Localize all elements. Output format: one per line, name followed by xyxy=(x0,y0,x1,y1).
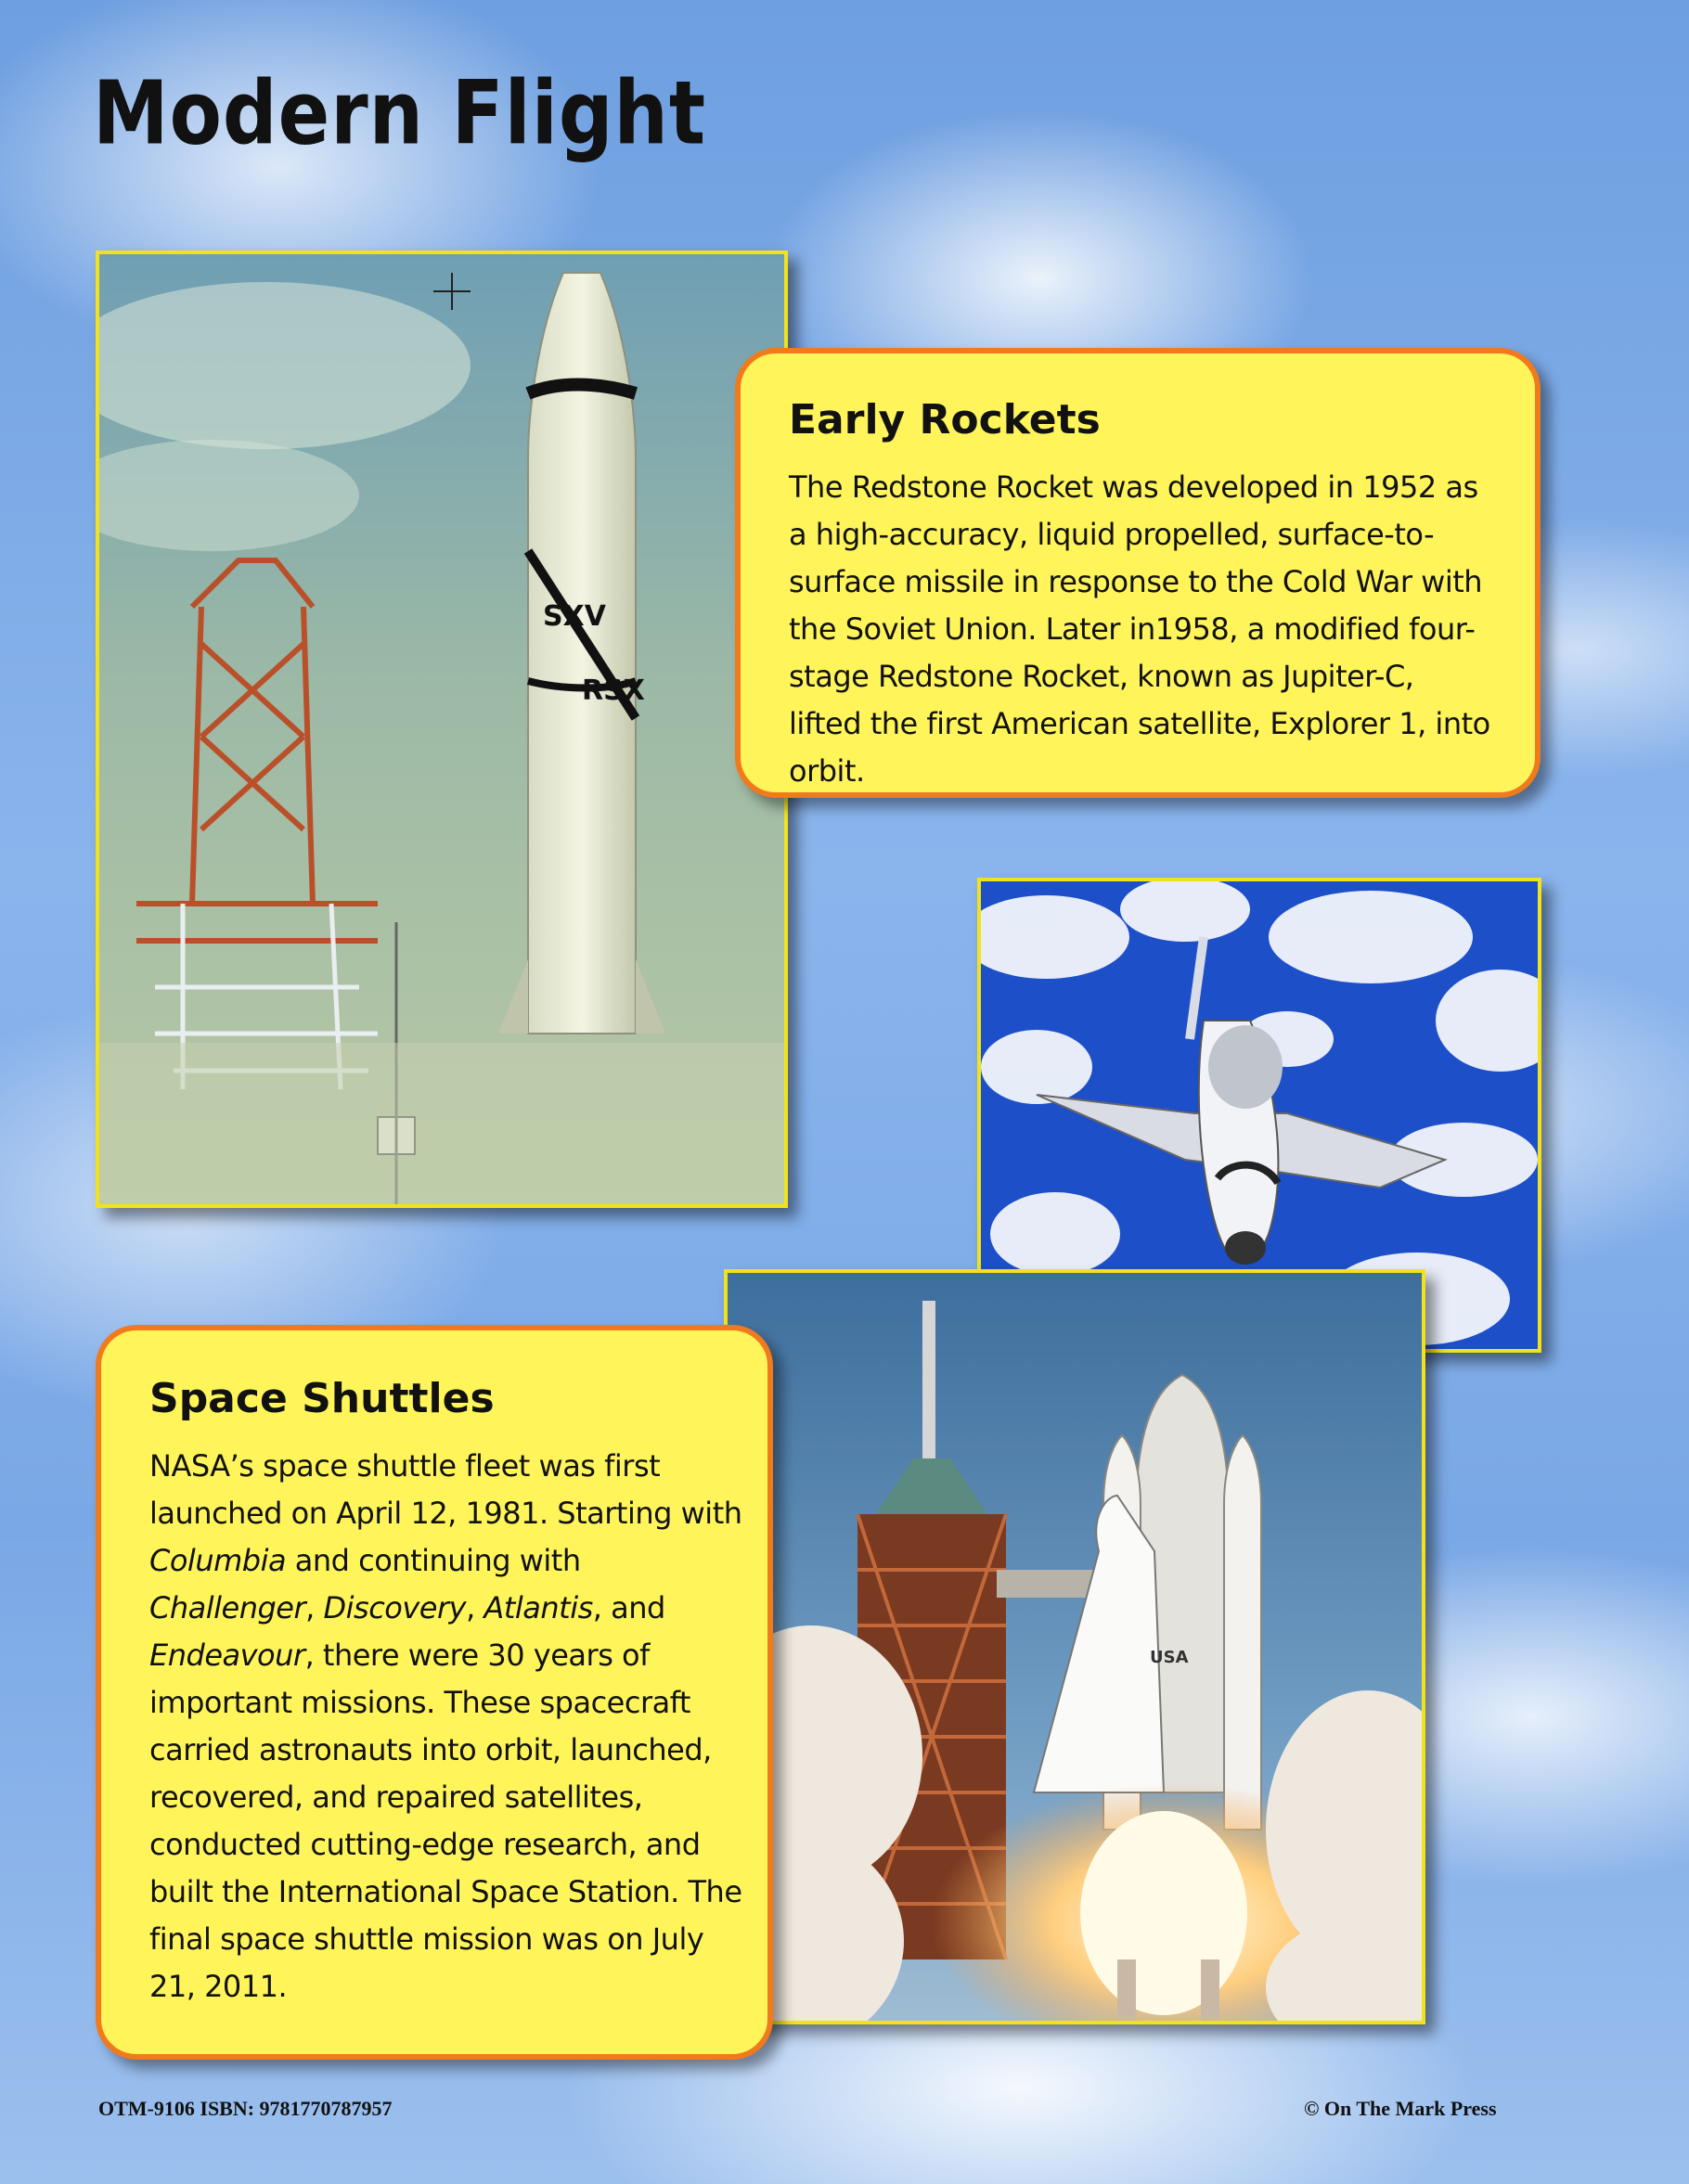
redstone-rocket-photo xyxy=(96,251,788,1208)
shuttle-name-discovery: Discovery xyxy=(323,1590,467,1625)
text-span: , there were 30 years of important missions. These spacecraft carried astronauts into orbit, launched, recovered, and repaired satellites, conducted cutting-edge research, and built the International Space Station. The final space shuttle mission was on July 21, 2011. xyxy=(149,1638,742,2004)
space-shuttles-heading: Space Shuttles xyxy=(149,1375,495,1422)
early-rockets-card xyxy=(735,348,1541,798)
text-span: , and xyxy=(592,1590,665,1625)
rocket-marking-rsx: RSX xyxy=(582,674,645,707)
shuttle-name-atlantis: Atlantis xyxy=(483,1590,593,1625)
text-span: , xyxy=(305,1590,324,1625)
shuttle-marking-usa: USA xyxy=(1150,1648,1189,1667)
space-shuttles-text xyxy=(149,1443,745,2011)
page-title: Modern Flight xyxy=(93,63,707,165)
shuttle-launch-photo xyxy=(724,1269,1425,2024)
shuttle-name-columbia: Columbia xyxy=(149,1543,287,1578)
early-rockets-text: The Redstone Rocket was developed in 1952 as a high-accuracy, liquid propelled, surface-to-surface missile in response to the Cold War with the Soviet Union. Later in1958, a modified four-stage Redstone Rocket, known as Jupiter-C, lifted the first American satellite, Explorer 1, into orbit. xyxy=(789,469,1490,789)
text-span: and continuing with xyxy=(286,1543,581,1578)
shuttle-name-endeavour: Endeavour xyxy=(149,1638,305,1673)
text-span: NASA’s space shuttle fleet was first launched on April 12, 1981. Starting with xyxy=(149,1448,742,1531)
shuttle-name-challenger: Challenger xyxy=(149,1590,306,1625)
footer-copyright: © On The Mark Press xyxy=(1304,2097,1497,2120)
rocket-marking-sxv: SXV xyxy=(543,600,606,633)
space-shuttles-card xyxy=(96,1325,773,2060)
early-rockets-heading: Early Rockets xyxy=(789,396,1101,443)
footer-isbn: OTM-9106 ISBN: 9781770787957 xyxy=(98,2097,393,2120)
text-span: , xyxy=(466,1590,484,1625)
